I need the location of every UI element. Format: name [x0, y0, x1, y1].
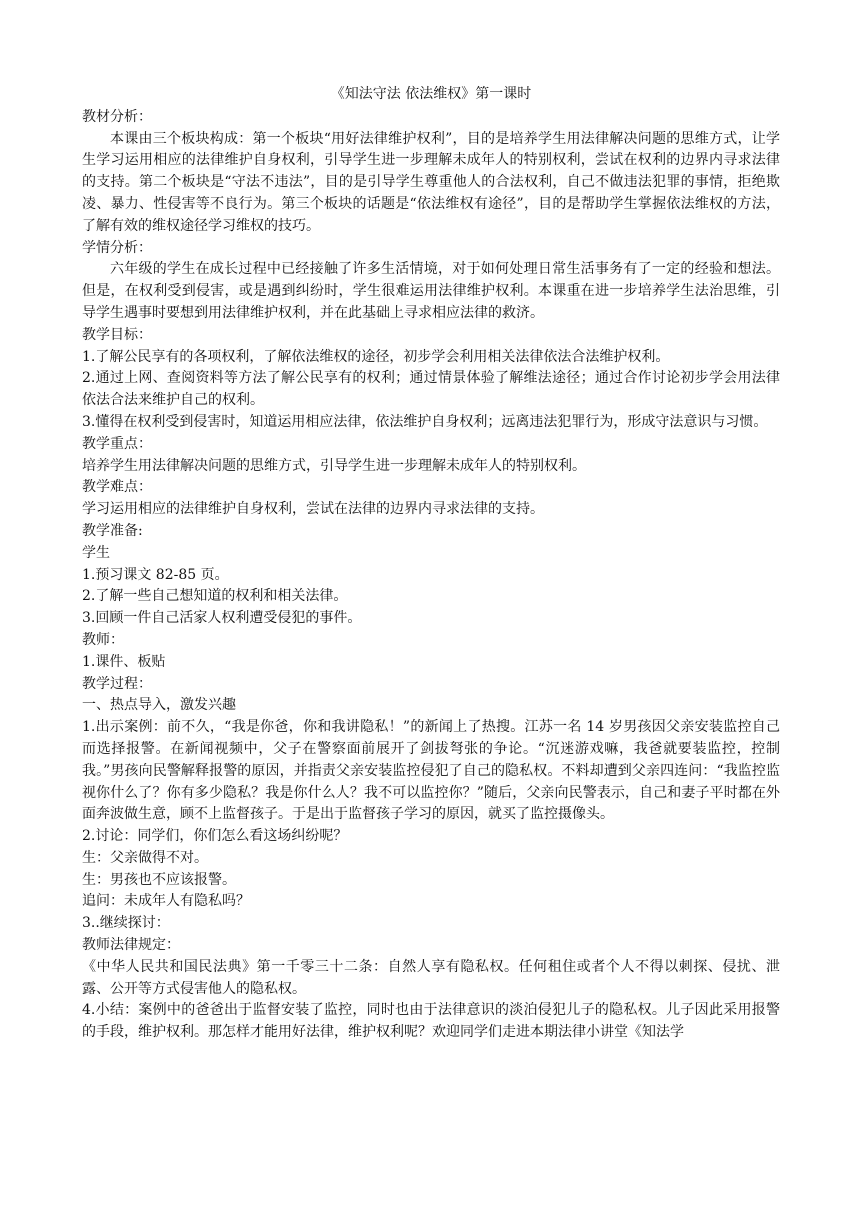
paragraph: 教师： [82, 631, 124, 648]
paragraph: 学生 [82, 544, 110, 561]
paragraph: 教材分析： [82, 108, 152, 125]
paragraph: 教学重点： [82, 435, 152, 452]
paragraph: 本课由三个板块构成：第一个板块“用好法律维护权利”，目的是培养学生用法律解决问题的思维方式，让学生学习运用相应的法律维护自身权利，引导学生进一步理解未成年人的特别权利，尝试在权利的边界内寻求法律的支持。第二个板块是“守法不违法”，目的是引导学生尊重他人的合法权利，自己不做违法犯罪的事情，拒绝欺凌、暴力、性侵害等不良行为。第三个板块的话题是“依法维权有途径”，目的是帮助学生掌握依法维权的方法，了解有效的维权途径学习维权的技巧。 [82, 130, 780, 234]
paragraph: 4.小结：案例中的爸爸出于监督安装了监控，同时也由于法律意识的淡泊侵犯儿子的隐私权。儿子因此采用报警的手段，维护权利。那怎样才能用好法律，维护权利呢？欢迎同学们走进本期法律小讲堂《知法学 [82, 1002, 780, 1041]
paragraph: 教学准备: [82, 522, 143, 539]
paragraph: 2.讨论：同学们，你们怎么看这场纠纷呢？ [82, 828, 348, 845]
paragraph: 3.懂得在权利受到侵害时，知道运用相应法律，依法维护自身权利；远离违法犯罪行为，形成守法意识与习惯。 [82, 413, 768, 430]
paragraph: 教学难点： [82, 479, 152, 496]
paragraph: 1.预习课文 82-85 页。 [82, 566, 229, 583]
paragraph: 教学过程： [82, 675, 152, 692]
paragraph: 追问：未成年人有隐私吗？ [82, 893, 250, 910]
paragraph: 3.回顾一件自己活家人权利遭受侵犯的事件。 [82, 610, 362, 627]
paragraph: 一、热点导入，激发兴趣 [82, 697, 236, 714]
paragraph: 教师法律规定： [82, 937, 180, 954]
paragraph: 学情分析： [82, 239, 152, 256]
paragraph: 2.了解一些自己想知道的权利和相关法律。 [82, 588, 348, 605]
paragraph: 学习运用相应的法律维护自身权利，尝试在法律的边界内寻求法律的支持。 [82, 501, 544, 518]
paragraph: 1.课件、板贴 [82, 653, 166, 670]
paragraph: 生：男孩也不应该报警。 [82, 871, 236, 888]
paragraph: 六年级的学生在成长过程中已经接触了许多生活情境，对于如何处理日常生活事务有了一定的经验和想法。但是，在权利受到侵害，或是遇到纠纷时，学生很难运用法律维护权利。本课重在进一步培养学生法治思维，引导学生遇事时要想到用法律维护权利，并在此基础上寻求相应法律的救济。 [82, 261, 780, 321]
paragraph: 3..继续探讨： [82, 915, 170, 932]
document-title: 《知法守法 依法维权》第一课时 [330, 86, 532, 102]
paragraph: 1.出示案例：前不久，“我是你爸，你和我讲隐私！”的新闻上了热搜。江苏一名 14 岁男孩因父亲安装监控自己而选择报警。在新闻视频中，父子在警察面前展开了剑拔弩张的争论。“沉迷游戏嘛，我爸就要装监控，控制我。”男孩向民警解释报警的原因，并指责父亲安装监控侵犯了自己的隐私权。不料却遭到父亲四连问：“我监控监视你什么了？你有多少隐私？我是你什么人？我不可以监控你？”随后，父亲向民警表示，自己和妻子平时都在外面奔波做生意，顾不上监督孩子。于是出于监督孩子学习的原因，就买了监控摄像头。 [82, 719, 780, 823]
paragraph: 培养学生用法律解决问题的思维方式，引导学生进一步理解未成年人的特别权利。 [82, 457, 586, 474]
document-body [82, 107, 780, 1044]
paragraph: 2.通过上网、查阅资料等方法了解公民享有的权利；通过情景体验了解维法途径；通过合作讨论初步学会用法律依法合法来维护自己的权利。 [82, 370, 780, 409]
paragraph: 1.了解公民享有的各项权利，了解依法维权的途径，初步学会利用相关法律依法合法维护权利。 [82, 348, 670, 365]
paragraph: 生：父亲做得不对。 [82, 849, 208, 866]
paragraph: 教学目标： [82, 326, 152, 343]
paragraph: 《中华人民共和国民法典》第一千零三十二条：自然人享有隐私权。任何租住或者个人不得以刺探、侵扰、泄露、公开等方式侵害他人的隐私权。 [82, 958, 780, 997]
